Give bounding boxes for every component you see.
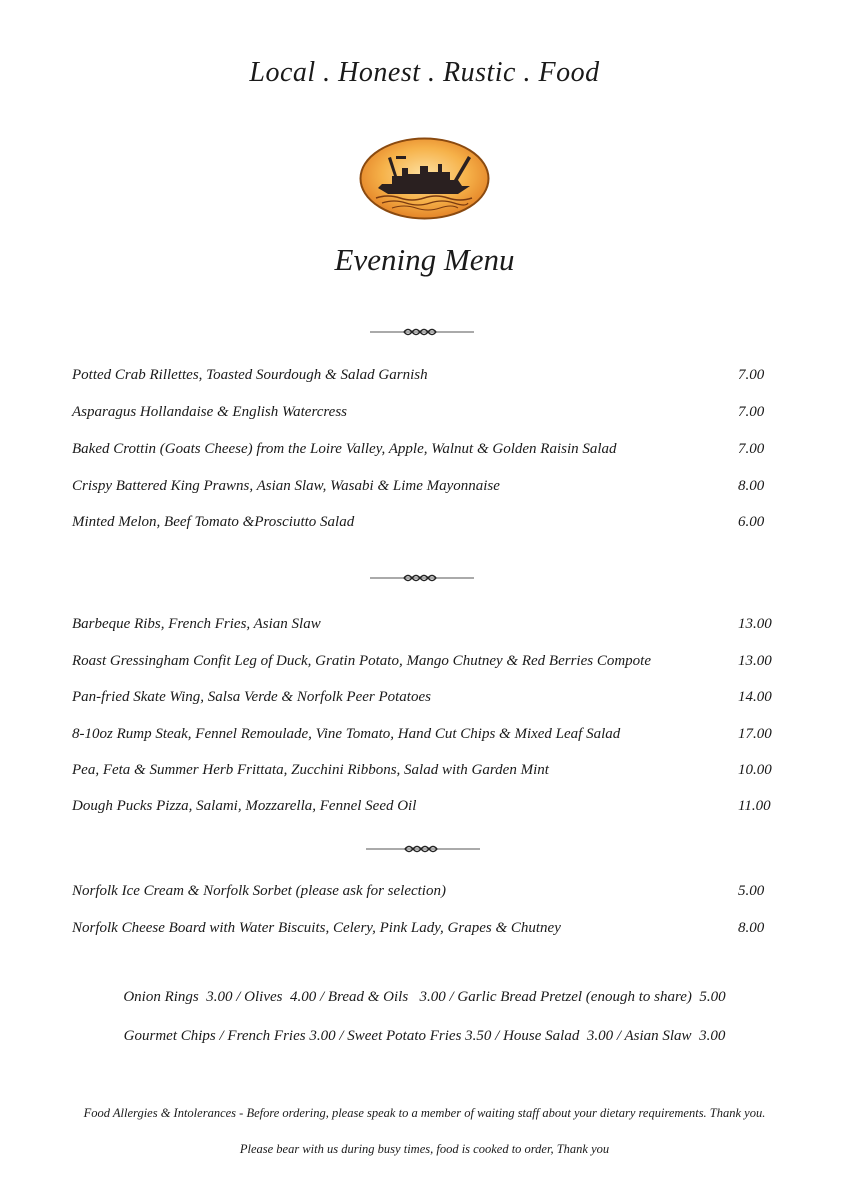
item-price: 7.00 [738,404,765,420]
menu-item [72,616,778,638]
allergy-note: Food Allergies & Intolerances - Before ordering, please speak to a member of waiting staff about your dietary requirements. Thank you. [83,1106,766,1120]
menu-item [72,404,778,426]
item-price: 10.00 [738,762,772,778]
item-price: 11.00 [738,798,771,814]
menu-item [72,762,778,784]
sides-line-2: Gourmet Chips / French Fries 3.00 / Sweet Potato Fries 3.50 / House Salad 3.00 / Asian Slaw 3.00 [123,1028,726,1044]
item-name: Dough Pucks Pizza, Salami, Mozzarella, Fennel Seed Oil [72,798,417,814]
menu-item [72,367,778,389]
menu-item [72,798,778,820]
item-price: 6.00 [738,514,765,530]
tagline: Local . Honest . Rustic . Food [249,57,600,88]
menu-item [72,653,778,675]
ship-logo-icon [358,136,491,221]
menu-item [72,478,778,500]
menu-title: Evening Menu [334,242,515,277]
menu-item [72,883,778,905]
busy-note: Please bear with us during busy times, food is cooked to order, Thank you [239,1142,610,1156]
item-name: Asparagus Hollandaise & English Watercress [72,404,348,420]
item-name: Potted Crab Rillettes, Toasted Sourdough & Salad Garnish [72,367,428,383]
menu-item [72,689,778,711]
item-price: 5.00 [738,883,765,899]
ornament-divider-icon [366,843,480,855]
sides-line-1: Onion Rings 3.00 / Olives 4.00 / Bread & Oils 3.00 / Garlic Bread Pretzel (enough to share) 5.00 [123,989,726,1005]
item-price: 7.00 [738,441,765,457]
item-name: Roast Gressingham Confit Leg of Duck, Gratin Potato, Mango Chutney & Red Berries Compote [72,653,651,669]
item-price: 14.00 [738,689,772,705]
item-price: 7.00 [738,367,765,383]
item-name: Pan-fried Skate Wing, Salsa Verde & Norfolk Peer Potatoes [72,689,431,705]
menu-item [72,726,778,748]
item-price: 8.00 [738,478,765,494]
menu-item [72,514,778,536]
item-price: 13.00 [738,616,772,632]
item-name: Crispy Battered King Prawns, Asian Slaw, Wasabi & Lime Mayonnaise [72,478,500,494]
menu-item [72,920,778,942]
item-price: 13.00 [738,653,772,669]
item-name: 8-10oz Rump Steak, Fennel Remoulade, Vine Tomato, Hand Cut Chips & Mixed Leaf Salad [72,726,621,742]
ornament-divider-icon [370,572,474,584]
item-price: 8.00 [738,920,765,936]
item-price: 17.00 [738,726,772,742]
item-name: Norfolk Cheese Board with Water Biscuits, Celery, Pink Lady, Grapes & Chutney [72,920,561,936]
menu-item [72,441,778,463]
item-name: Baked Crottin (Goats Cheese) from the Loire Valley, Apple, Walnut & Golden Raisin Salad [72,441,617,457]
item-name: Pea, Feta & Summer Herb Frittata, Zucchini Ribbons, Salad with Garden Mint [72,762,549,778]
ornament-divider-icon [370,326,474,338]
item-name: Barbeque Ribs, French Fries, Asian Slaw [72,616,321,632]
item-name: Minted Melon, Beef Tomato &Prosciutto Salad [72,514,355,530]
item-name: Norfolk Ice Cream & Norfolk Sorbet (please ask for selection) [72,883,446,899]
